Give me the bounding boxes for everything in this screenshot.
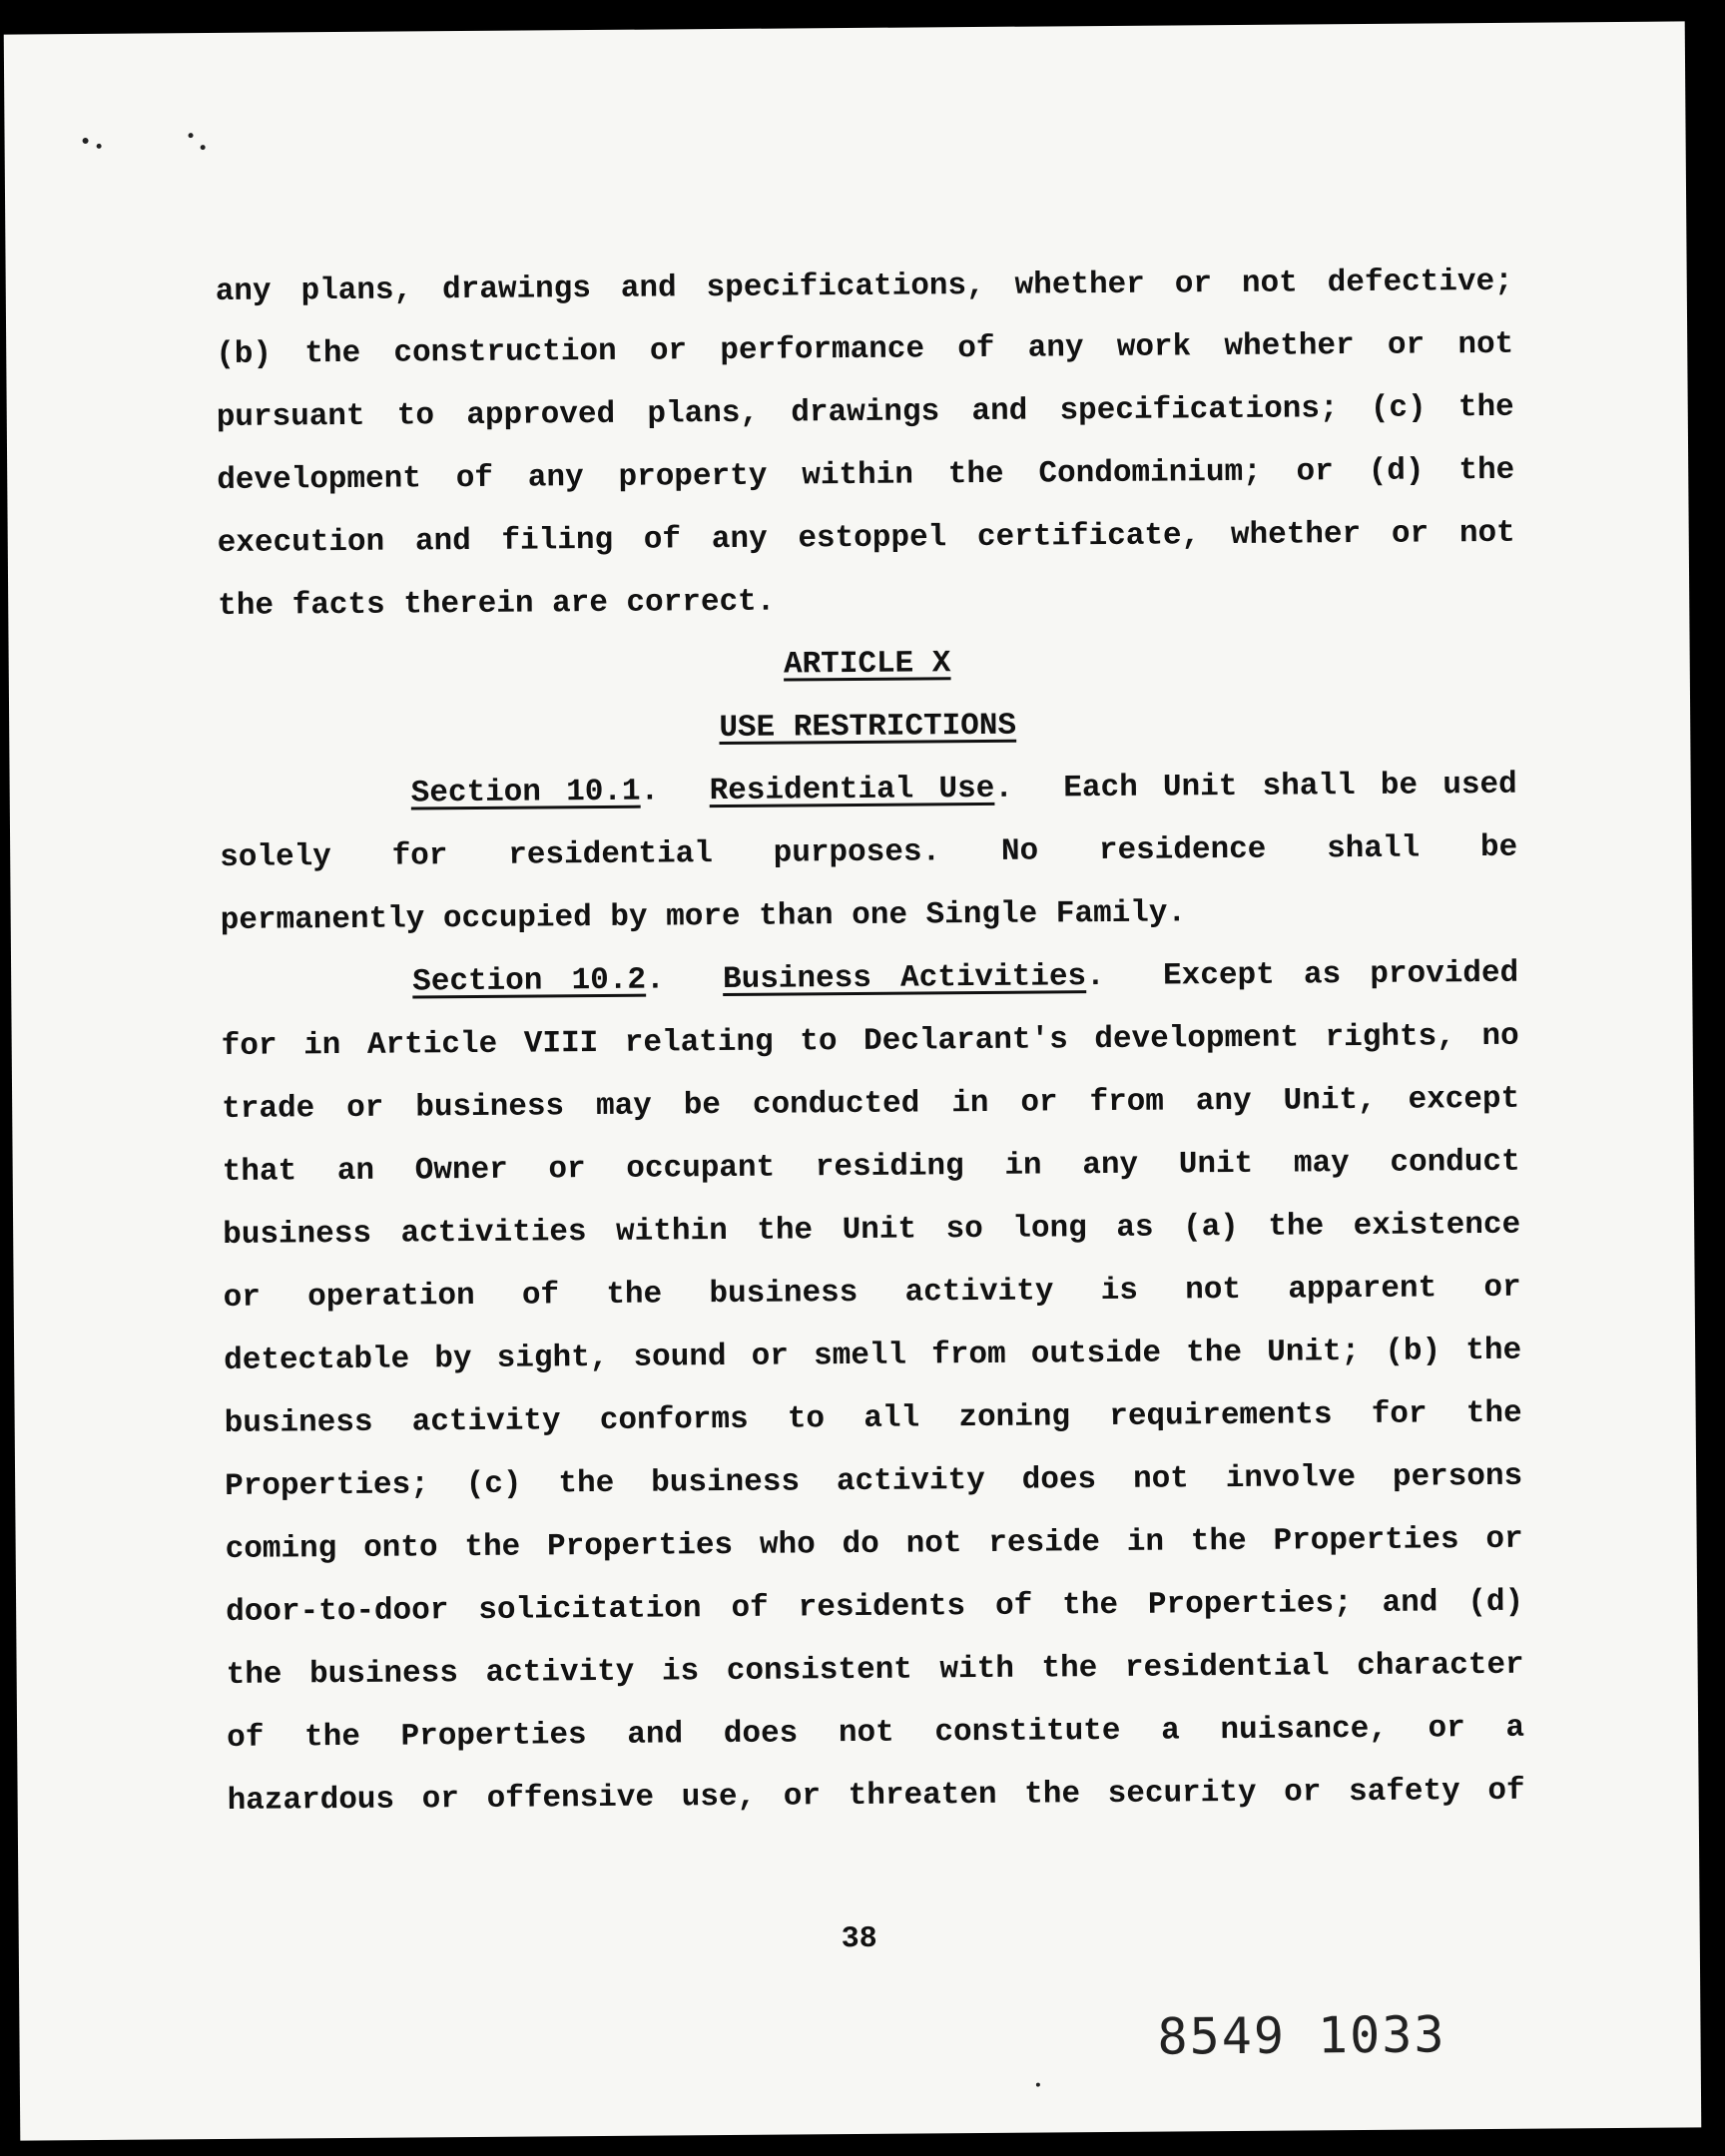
page-number: 38	[841, 1921, 877, 1957]
article-title	[218, 628, 1515, 701]
paragraph-line: the business activity is consistent with the residential character	[226, 1647, 1524, 1693]
continuation-paragraph	[216, 251, 1516, 638]
document-stamp-number: 8549 1033	[1157, 2005, 1446, 2066]
paragraph-line: hazardous or offensive use, or threaten the security or safety of	[227, 1773, 1525, 1819]
paragraph-line: the facts therein are correct.	[218, 584, 776, 624]
paragraph-line: solely for residential purposes. No residence shall be	[220, 829, 1518, 875]
article-title-text: ARTICLE X	[783, 646, 951, 683]
scan-speck	[1036, 2083, 1040, 2087]
paragraph-line: any plans, drawings and specifications, whether or not defective;	[215, 264, 1513, 309]
document-body	[216, 251, 1525, 1833]
paragraph-line: trade or business may be conducted in or from any Unit, except	[222, 1081, 1520, 1127]
paragraph-line: of the Properties and does not constitute a nuisance, or a	[227, 1710, 1525, 1756]
paragraph-line: for in Article VIII relating to Declarant's development rights, no	[221, 1018, 1519, 1064]
paragraph-line: door-to-door solicitation of residents of the Properties; and (d)	[226, 1584, 1524, 1630]
section-10-2	[221, 942, 1525, 1833]
article-subtitle-text: USE RESTRICTIONS	[719, 708, 1017, 747]
paragraph-line: detectable by sight, sound or smell from outside the Unit; (b) the	[224, 1333, 1522, 1378]
paragraph-line: execution and filing of any estoppel certificate, whether or not	[217, 515, 1515, 561]
paragraph-line: pursuant to approved plans, drawings and specifications; (c) the	[216, 389, 1514, 435]
section-heading-line: Section 10.1. Residential Use. Each Unit shall be used	[410, 767, 1517, 811]
paragraph-line: business activities within the Unit so long as (a) the existence	[223, 1207, 1521, 1253]
section-10-1	[219, 754, 1517, 952]
section-title: Business Activities	[722, 959, 1087, 998]
scan-speck	[201, 145, 206, 150]
document-page	[4, 21, 1702, 2140]
article-subtitle	[219, 691, 1516, 764]
paragraph-line: business activity conforms to all zoning requirements for the	[224, 1395, 1522, 1441]
paragraph-line: Properties; (c) the business activity does not involve persons	[225, 1458, 1523, 1504]
scan-speck	[83, 138, 89, 144]
section-number: Section 10.2	[412, 962, 647, 1000]
paragraph-line: permanently occupied by more than one Single Family.	[220, 895, 1187, 938]
section-title: Residential Use	[709, 771, 995, 809]
paragraph-line: or operation of the business activity is not apparent or	[223, 1270, 1521, 1316]
section-text: Except as provided	[1162, 955, 1519, 994]
section-text: Each Unit shall be used	[1063, 767, 1517, 807]
paragraph-line: coming onto the Properties who do not reside in the Properties or	[225, 1521, 1523, 1567]
section-number: Section 10.1	[410, 774, 641, 811]
scan-speck	[97, 144, 102, 149]
paragraph-line: (b) the construction or performance of any work whether or not	[216, 326, 1514, 372]
scan-speck	[189, 133, 194, 138]
section-heading-line: Section 10.2. Business Activities. Except as provided	[412, 955, 1519, 1000]
paragraph-line: development of any property within the Condominium; or (d) the	[217, 452, 1515, 498]
paragraph-line: that an Owner or occupant residing in any Unit may conduct	[222, 1144, 1520, 1190]
